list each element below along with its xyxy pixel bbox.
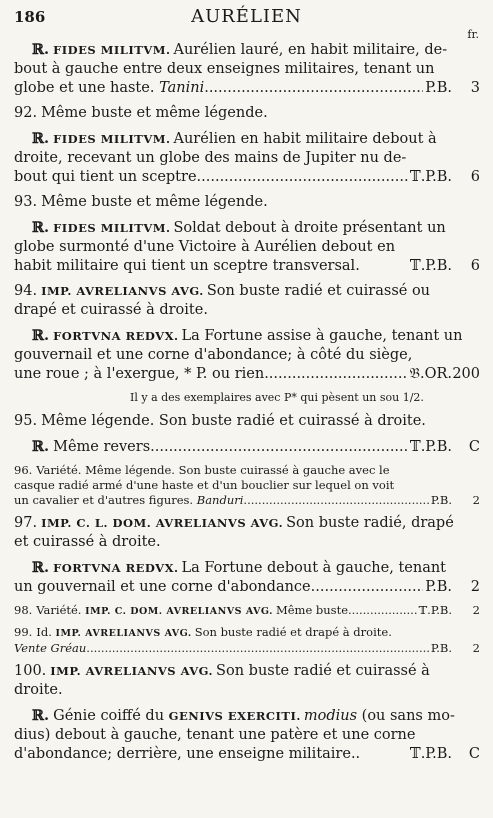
catalogue-entry <box>14 514 480 552</box>
entry-text: droite. <box>14 682 63 698</box>
entry-text: Même légende. Son buste radié et cuirassé à droite. <box>41 413 426 429</box>
entry-text: casque radié armé d'une haste et d'un bouclier sur lequel on voit <box>14 478 395 492</box>
legend-text: IMP. AVRELIANVS AVG. <box>50 664 214 678</box>
catalogue-entry <box>14 558 480 597</box>
entry-note: Il y a des exemplaires avec P* qui pèsent un sou 1/2. <box>130 391 424 404</box>
entry-text: globe et une haste. Tanini <box>14 80 205 96</box>
rarity-grade: P.B. <box>425 80 452 96</box>
legend-text: IMP. C. DOM. AVRELIANVS AVG. <box>85 606 273 617</box>
entry-line <box>14 168 480 187</box>
entry-line <box>14 218 480 238</box>
reverse-symbol: ℝ. <box>32 707 50 724</box>
reverse-symbol: ℝ. <box>32 219 50 236</box>
legend-text: IMP. C. L. DOM. AVRELIANVS AVG. <box>41 516 284 530</box>
rarity-grade: 𝕋.P.B. <box>409 439 452 455</box>
legend-text: FORTVNA REDVX. <box>53 561 179 575</box>
entry-line <box>14 578 480 597</box>
catalogue-entry <box>14 218 480 276</box>
entry-text: FIDES MILITVM. Aurélien en habit militaire debout à <box>53 131 437 147</box>
catalogue-entry <box>14 193 480 212</box>
entry-line <box>14 193 480 212</box>
entry-line <box>14 514 480 533</box>
catalogue-entry <box>14 603 480 619</box>
entry-text: Même buste et même légende. <box>41 194 268 210</box>
catalogue-entries <box>14 40 480 770</box>
entry-line <box>14 603 480 619</box>
value-column-label: fr. <box>467 28 479 41</box>
entry-text: FORTVNA REDVX. La Fortune assise à gauche, tenant un <box>53 328 463 344</box>
entry-text: un cavalier et d'autres figures. Banduri <box>14 493 244 507</box>
price-value: C <box>468 746 480 762</box>
rarity-grade: P.B. <box>430 641 452 655</box>
catalogue-entry <box>14 390 480 406</box>
entry-line <box>14 745 480 764</box>
entry-line <box>14 641 480 656</box>
catalogue-entry <box>14 282 480 320</box>
rarity-grade: 𝕋.P.B. <box>409 169 452 185</box>
entry-line <box>14 662 480 681</box>
entry-text: habit militaire qui tient un sceptre transversal. <box>14 258 360 274</box>
price-value: 2 <box>472 493 480 507</box>
price-value: 2 <box>470 579 480 595</box>
entry-text: Variété. IMP. C. DOM. AVRELIANVS AVG. Même buste <box>36 603 349 617</box>
source-reference: Banduri <box>196 493 244 507</box>
entry-line <box>14 558 480 578</box>
legend-text: FIDES MILITVM. <box>53 43 171 57</box>
entry-line <box>14 625 480 641</box>
entry-text: droite, recevant un globe des mains de Jupiter nu de- <box>14 150 407 166</box>
reverse-symbol: ℝ. <box>32 559 50 576</box>
entry-text: Même buste et même légende. <box>41 105 268 121</box>
rarity-grade: 𝕋.P.B. <box>409 258 452 274</box>
dot-leader <box>348 603 417 618</box>
legend-text: FIDES MILITVM. <box>53 221 171 235</box>
entry-number: 95. <box>14 413 38 429</box>
price-value: C <box>468 439 480 455</box>
entry-text: IMP. AVRELIANVS AVG. Son buste radié et cuirassé à <box>50 663 430 679</box>
entry-line <box>14 301 480 320</box>
legend-text: GENIVS EXERCITI. <box>168 709 301 723</box>
rarity-grade: 𝕋.P.B. <box>409 746 452 762</box>
price-value: 6 <box>470 169 480 185</box>
entry-line <box>14 326 480 346</box>
catalogue-entry <box>14 129 480 187</box>
entry-text: gouvernail et une corne d'abondance; à côté du siège, <box>14 347 413 363</box>
entry-text <box>14 641 86 656</box>
catalogue-entry <box>14 437 480 457</box>
catalogue-entry <box>14 326 480 384</box>
entry-line <box>14 726 480 745</box>
entry-line <box>14 238 480 257</box>
entry-number: 93. <box>14 194 38 210</box>
catalogue-entry <box>14 463 480 508</box>
entry-number: 100. <box>14 663 47 679</box>
page-number: 186 <box>14 8 46 26</box>
entry-text: d'abondance; derrière, une enseigne militaire.. <box>14 746 361 762</box>
entry-line <box>14 463 480 478</box>
entry-number: 94. <box>14 283 38 299</box>
entry-line <box>14 412 480 431</box>
entry-line <box>14 478 480 493</box>
legend-text: IMP. AVRELIANVS AVG. <box>55 628 192 639</box>
entry-line <box>14 493 480 508</box>
reverse-symbol: ℝ. <box>32 327 50 344</box>
catalogue-entry <box>14 625 480 656</box>
entry-text: IMP. AVRELIANVS AVG. Son buste radié et cuirassé ou <box>41 283 431 299</box>
entry-line <box>14 437 480 457</box>
rarity-grade: P.B. <box>430 493 452 507</box>
entry-line <box>14 346 480 365</box>
entry-number: 98. <box>14 603 33 617</box>
entry-text: dius) debout à gauche, tenant une patère et une corne <box>14 727 416 743</box>
entry-text: un gouvernail et une corne d'abondance <box>14 579 311 595</box>
entry-number: 99. <box>14 625 33 639</box>
entry-text: FORTVNA REDVX. La Fortune debout à gauche, tenant <box>53 560 447 576</box>
entry-line <box>14 79 480 98</box>
catalogue-entry <box>14 412 480 431</box>
entry-line <box>14 257 480 276</box>
page-title: AURÉLIEN <box>191 6 302 27</box>
entry-number: 92. <box>14 105 38 121</box>
emphasis: modius <box>303 708 358 724</box>
entry-line <box>14 365 480 384</box>
catalogue-entry <box>14 40 480 98</box>
price-value: 200 <box>452 366 480 382</box>
entry-line <box>14 533 480 552</box>
dot-leader <box>150 438 408 457</box>
entry-line <box>14 149 480 168</box>
price-value: 2 <box>472 641 480 655</box>
entry-text: drapé et cuirassé à droite. <box>14 302 208 318</box>
legend-text: IMP. AVRELIANVS AVG. <box>41 284 204 298</box>
entry-number: 97. <box>14 515 38 531</box>
entry-text: IMP. C. L. DOM. AVRELIANVS AVG. Son buste radié, drapé <box>41 515 454 531</box>
entry-number: 96. <box>14 463 33 477</box>
entry-line <box>14 706 480 726</box>
entry-line <box>14 681 480 700</box>
entry-gap <box>14 764 480 770</box>
dot-leader <box>264 365 407 384</box>
catalogue-entry <box>14 662 480 700</box>
entry-text: bout à gauche entre deux enseignes militaires, tenant un <box>14 61 435 77</box>
source-reference: Tanini <box>159 80 205 96</box>
catalogue-entry <box>14 706 480 764</box>
entry-line <box>14 129 480 149</box>
rarity-grade: 𝔅.OR. <box>409 366 452 382</box>
reverse-symbol: ℝ. <box>32 130 50 147</box>
entry-text: Génie coiffé du GENIVS EXERCITI. modius (ou sans mo- <box>53 708 455 724</box>
price-value: 3 <box>470 80 480 96</box>
dot-leader <box>311 578 424 597</box>
dot-leader <box>204 79 423 98</box>
source-reference: Vente Gréau <box>14 641 87 655</box>
rarity-grade: P.B. <box>425 579 452 595</box>
entry-text: et cuirassé à droite. <box>14 534 161 550</box>
price-value: 2 <box>472 603 480 617</box>
entry-line <box>14 40 480 60</box>
entry-line <box>14 104 480 123</box>
price-value: 6 <box>470 258 480 274</box>
entry-text: une roue ; à l'exergue, * P. ou rien <box>14 366 265 382</box>
dot-leader <box>197 168 408 187</box>
entry-text: bout qui tient un sceptre <box>14 169 197 185</box>
entry-text: Id. IMP. AVRELIANVS AVG. Son buste radié et drapé à droite. <box>36 625 392 639</box>
page-header <box>14 4 479 41</box>
entry-line <box>14 282 480 301</box>
entry-text: FIDES MILITVM. Soldat debout à droite présentant un <box>53 220 446 236</box>
legend-text: FORTVNA REDVX. <box>53 329 179 343</box>
dot-leader <box>243 493 428 508</box>
rarity-grade: 𝕋.P.B. <box>418 603 452 617</box>
catalogue-entry <box>14 104 480 123</box>
entry-text: globe surmonté d'une Victoire à Aurélien debout en <box>14 239 396 255</box>
entry-line <box>14 60 480 79</box>
entry-text: FIDES MILITVM. Aurélien lauré, en habit militaire, de- <box>53 42 448 58</box>
dot-leader <box>86 641 429 656</box>
entry-text: Variété. Même légende. Son buste cuirassé à gauche avec le <box>36 463 390 477</box>
reverse-symbol: ℝ. <box>32 438 50 455</box>
entry-text: Même revers <box>53 439 151 455</box>
legend-text: FIDES MILITVM. <box>53 132 171 146</box>
reverse-symbol: ℝ. <box>32 41 50 58</box>
